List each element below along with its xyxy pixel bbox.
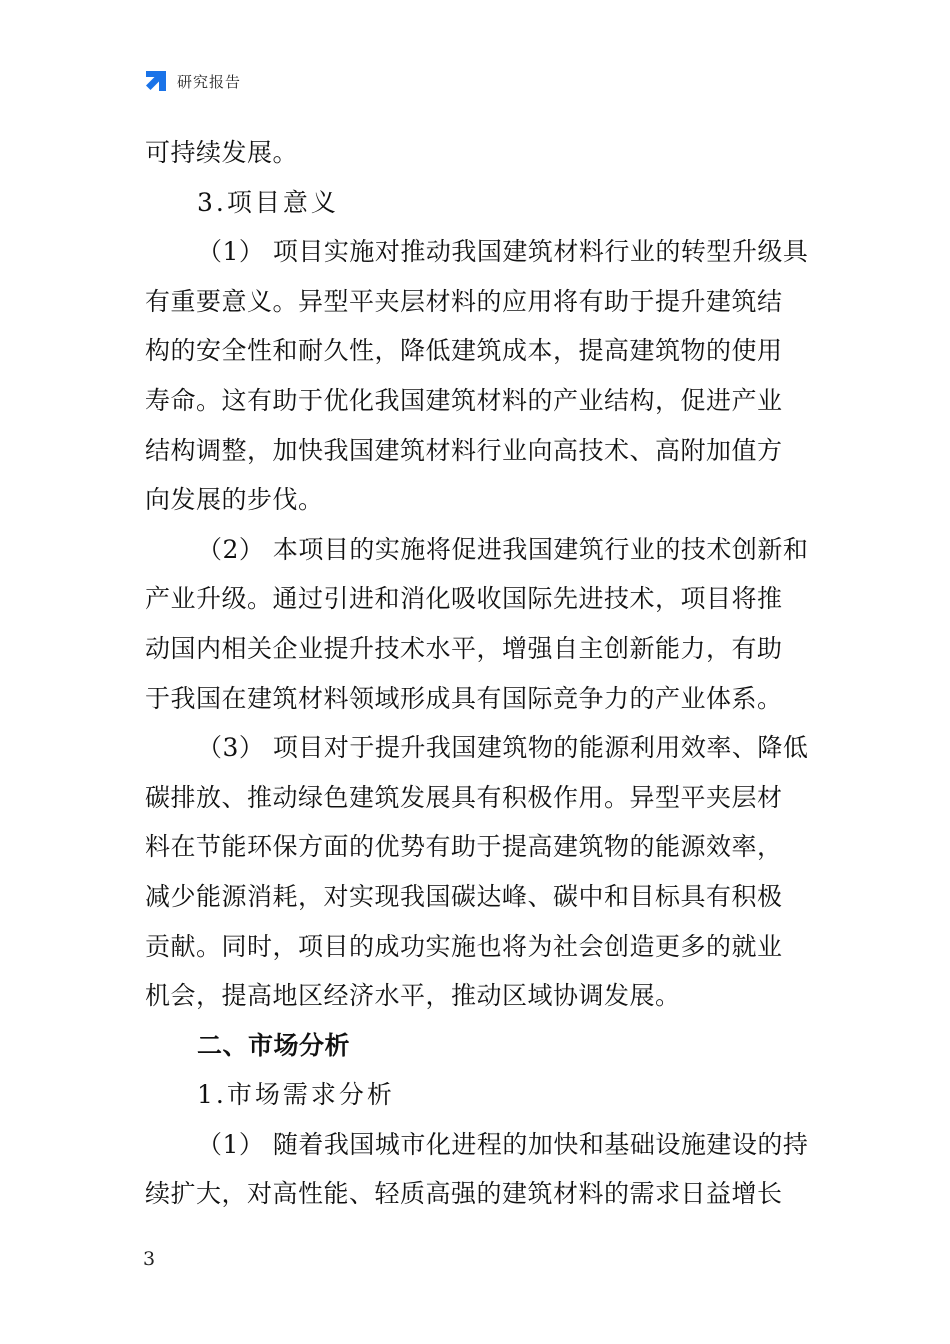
document-body <box>145 128 809 1219</box>
text-line: 构的安全性和耐久性，降低建筑成本，提高建筑物的使用 <box>145 336 783 366</box>
header-title: 研究报告 <box>177 72 242 91</box>
text-line: 机会，提高地区经济水平，推动区域协调发展。 <box>145 981 681 1011</box>
section-subheading: 3.项目意义 <box>197 187 339 217</box>
text-line: 料在节能环保方面的优势有助于提高建筑物的能源效率， <box>145 832 783 862</box>
text-line: （2） 本项目的实施将促进我国建筑行业的技术创新和 <box>197 534 809 564</box>
text-line: 于我国在建筑材料领域形成具有国际竞争力的产业体系。 <box>145 683 783 713</box>
text-line: 可持续发展。 <box>145 138 299 167</box>
text-line: 贡献。同时，项目的成功实施也将为社会创造更多的就业 <box>145 931 783 961</box>
text-line: 碳排放、推动绿色建筑发展具有积极作用。异型平夹层材 <box>145 782 783 812</box>
arrow-logo-icon <box>143 68 169 94</box>
text-line: 向发展的步伐。 <box>145 485 324 515</box>
text-line: 结构调整，加快我国建筑材料行业向高技术、高附加值方 <box>145 435 783 465</box>
text-line: （1） 随着我国城市化进程的加快和基础设施建设的持 <box>197 1129 809 1159</box>
section-heading: 二、市场分析 <box>197 1030 351 1060</box>
text-line: （3） 项目对于提升我国建筑物的能源利用效率、降低 <box>197 733 809 763</box>
page-number: 3 <box>143 1248 156 1270</box>
text-line: 续扩大，对高性能、轻质高强的建筑材料的需求日益增长 <box>145 1179 783 1209</box>
text-line: （1） 项目实施对推动我国建筑材料行业的转型升级具 <box>197 237 809 267</box>
page-header <box>143 68 241 94</box>
text-line: 动国内相关企业提升技术水平，增强自主创新能力，有助 <box>145 633 783 663</box>
text-line: 有重要意义。异型平夹层材料的应用将有助于提升建筑结 <box>145 286 783 316</box>
section-subheading: 1.市场需求分析 <box>197 1080 395 1110</box>
text-line: 减少能源消耗，对实现我国碳达峰、碳中和目标具有积极 <box>145 881 783 911</box>
text-line: 寿命。这有助于优化我国建筑材料的产业结构，促进产业 <box>145 385 783 415</box>
text-line: 产业升级。通过引进和消化吸收国际先进技术，项目将推 <box>145 584 783 614</box>
